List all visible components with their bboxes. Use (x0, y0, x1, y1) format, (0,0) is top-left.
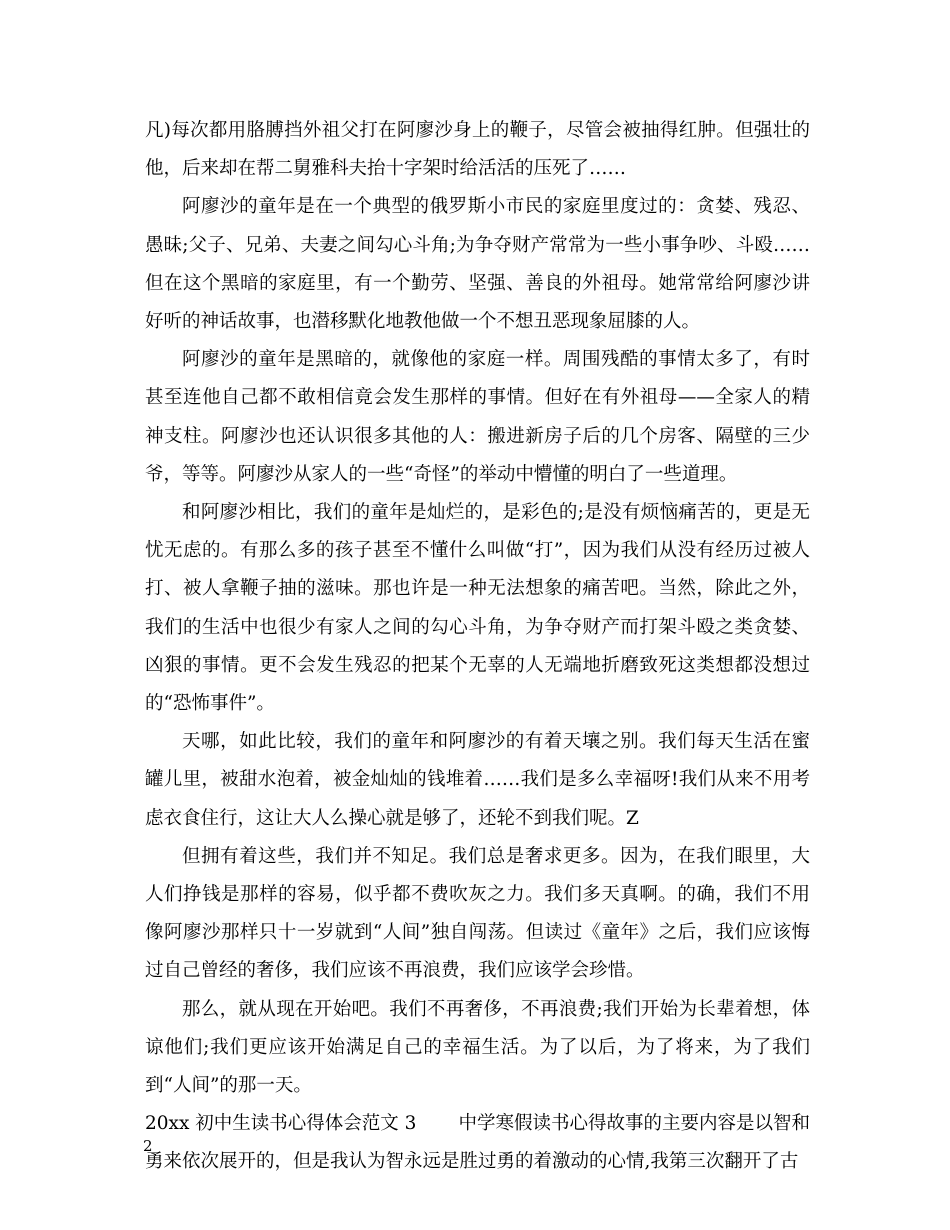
paragraph-6: 但拥有着这些，我们并不知足。我们总是奢求更多。因为，在我们眼里，大人们挣钱是那样的容易，似乎都不费吹灰之力。我们多天真啊。的确，我们不用像阿廖沙那样只十一岁就到“人间”独自闯荡。但读过《童年》之后，我们应该悔过自己曾经的奢侈，我们应该不再浪费，我们应该学会珍惜。 (145, 845, 810, 982)
page-number: 2 (143, 1137, 153, 1155)
paragraph-7: 那么，就从现在开始吧。我们不再奢侈，不再浪费;我们开始为长辈着想，体谅他们;我们更应该开始满足自己的幸福生活。为了以后，为了将来，为了我们到“人间”的那一天。 (145, 998, 810, 1097)
paragraph-5: 天哪，如此比较，我们的童年和阿廖沙的有着天壤之别。我们每天生活在蜜罐儿里，被甜水泡着，被金灿灿的钱堆着……我们是多么幸福呀!我们从来不用考虑衣食住行，这让大人么操心就是够了，还轮不到我们呢。Z (145, 731, 810, 829)
paragraph-final: 勇来依次展开的，但是我认为智永远是胜过勇的着激动的心情,我第三次翻开了古 (145, 1151, 799, 1173)
paragraph-2: 阿廖沙的童年是在一个典型的俄罗斯小市民的家庭里度过的：贪婪、残忍、愚昧;父子、兄弟、夫妻之间勾心斗角;为争夺财产常常为一些小事争吵、斗殴……但在这个黑暗的家庭里，有一个勤劳、坚强、善良的外祖母。她常常给阿廖沙讲好听的神话故事，也潜移默化地教他做一个不想丑恶现象屈膝的人。 (145, 196, 810, 333)
article-heading: 20xx 初中生读书心得体会范文 3 (145, 1113, 417, 1135)
paragraph-4: 和阿廖沙相比，我们的童年是灿烂的，是彩色的;是没有烦恼痛苦的，更是无忧无虑的。有那么多的孩子甚至不懂什么叫做“打”，因为我们从没有经历过被人打、被人拿鞭子抽的滋味。那也许是一种无法想象的痛苦吧。当然，除此之外，我们的生活中也很少有家人之间的勾心斗角，为争夺财产而打架斗殴之类贪婪、凶狠的事情。更不会发生残忍的把某个无辜的人无端地折磨致死这类想都没想过的“恐怖事件”。 (145, 502, 810, 715)
article-intro-start: 中学寒假读书心得故事的主要内容是以智和 (458, 1113, 810, 1135)
document-body (145, 112, 810, 1182)
paragraph-1: 凡)每次都用胳膊挡外祖父打在阿廖沙身上的鞭子，尽管会被抽得红肿。但强壮的他，后来却在帮二舅雅科夫抬十字架时给活活的压死了…… (145, 120, 810, 180)
article-heading-line (145, 1105, 810, 1143)
paragraph-3: 阿廖沙的童年是黑暗的，就像他的家庭一样。周围残酷的事情太多了，有时甚至连他自己都不敢相信竟会发生那样的事情。但好在有外祖母——全家人的精神支柱。阿廖沙也还认识很多其他的人：搬进新房子后的几个房客、隔壁的三少爷，等等。阿廖沙从家人的一些“奇怪”的举动中懵懂的明白了一些道理。 (145, 349, 810, 485)
